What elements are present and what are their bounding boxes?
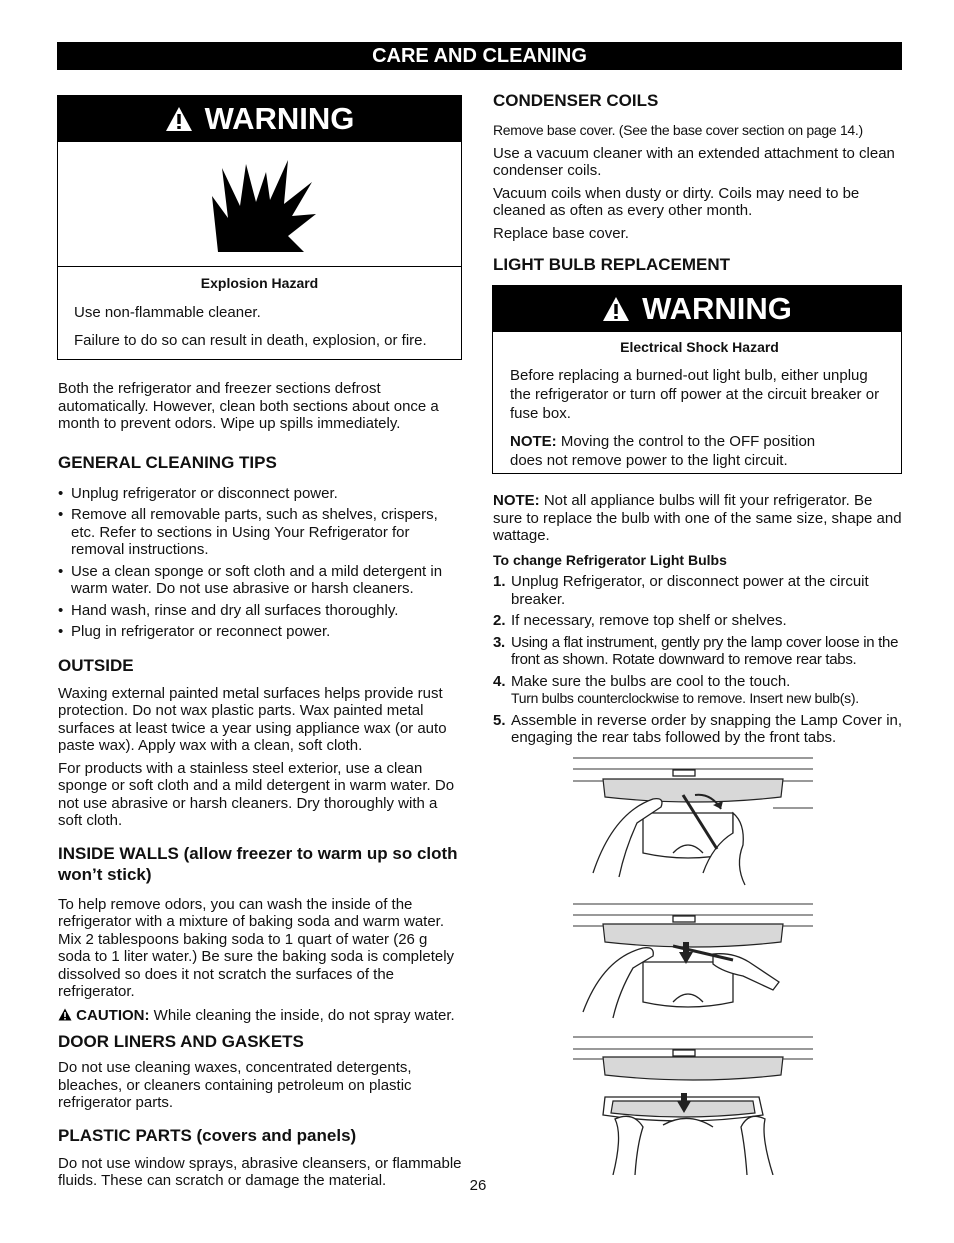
door-paragraph: Do not use cleaning waxes, concentrated detergents, bleaches, or cleaners containing petroleum on plastic refrigerator parts. [58, 1059, 412, 1111]
change-bulbs-heading: To change Refrigerator Light Bulbs [493, 551, 727, 568]
condenser-paragraph-3: Vacuum coils when dusty or dirty. Coils may need to be cleaned as often as every other month. [493, 184, 860, 219]
step-text: Unplug Refrigerator, or disconnect power at the circuit breaker. [511, 573, 869, 608]
step-number: 1. [493, 573, 506, 590]
list-item: • Unplug refrigerator or disconnect power. [58, 485, 464, 503]
list-item: • Hand wash, rinse and dry all surfaces thoroughly. [58, 602, 464, 620]
step-item [493, 673, 903, 708]
list-item: • Remove all removable parts, such as shelves, crispers, etc. Refer to sections in Using Your Refrigerator for removal instructions. [58, 506, 464, 559]
caution-line [58, 1007, 464, 1025]
plastic-paragraph: Do not use window sprays, abrasive cleansers, or flammable fluids. These can scratch or damage the material. [58, 1154, 462, 1189]
right-column-bottom [493, 492, 903, 751]
note-label: NOTE: [493, 492, 540, 509]
shock-note [510, 432, 840, 470]
step-number: 2. [493, 612, 506, 629]
condenser-paragraph-4: Replace base cover. [493, 224, 629, 242]
explosion-icon [208, 156, 318, 256]
step-text: If necessary, remove top shelf or shelves. [511, 612, 787, 629]
note-label: NOTE: [510, 432, 557, 450]
bulb-steps [493, 573, 903, 747]
step-item [493, 634, 903, 669]
right-column-top [493, 90, 903, 275]
step-item [493, 612, 903, 630]
warning-line-2: Failure to do so can result in death, explosion, or fire. [74, 332, 427, 349]
caution-triangle-icon [58, 1008, 72, 1021]
warning-header [493, 286, 901, 332]
step-number: 3. [493, 633, 505, 651]
step-text: Make sure the bulbs are cool to the touch. [511, 672, 791, 690]
caution-text: While cleaning the inside, do not spray water. [153, 1006, 455, 1024]
general-tips-heading: GENERAL CLEANING TIPS [58, 452, 277, 472]
shock-warning-box [492, 285, 902, 474]
condenser-paragraph-2: Use a vacuum cleaner with an extended attachment to clean condenser coils. [493, 144, 895, 179]
explosion-image-area [58, 142, 461, 267]
lamp-cover-illustration-2 [573, 902, 813, 1022]
step-text: Using a flat instrument, gently pry the lamp cover loose in the front as shown. Rotate downward to remove rear tabs. [511, 633, 899, 668]
warning-triangle-icon [165, 106, 193, 132]
step-text: Assemble in reverse order by snapping the Lamp Cover in, engaging the rear tabs followed by the front tabs. [511, 711, 903, 746]
warning-line-1: Use non-flammable cleaner. [74, 303, 261, 321]
step-item [493, 712, 903, 747]
list-item: • Use a clean sponge or soft cloth and a mild detergent in warm water. Do not use abrasive or harsh cleaners. [58, 563, 464, 598]
note-text: Moving the control to the OFF position does not remove power to the light circuit. [510, 432, 816, 469]
warning-triangle-icon [602, 296, 630, 322]
light-bulb-heading: LIGHT BULB REPLACEMENT [493, 255, 731, 274]
note-text: Not all appliance bulbs will fit your refrigerator. Be sure to replace the bulb with one of the same size, shape and wattage. [493, 492, 902, 544]
list-item: • Plug in refrigerator or reconnect power. [58, 623, 464, 641]
hazard-title: Electrical Shock Hazard [620, 339, 779, 355]
lamp-cover-illustration-3 [573, 1035, 813, 1175]
page-number: 26 [469, 1177, 487, 1194]
bulb-note [493, 492, 903, 545]
caution-label: CAUTION: [76, 1006, 150, 1024]
outside-paragraph-1: Waxing external painted metal surfaces helps provide rust protection. Do not wax plastic parts. Wax painted metal surfaces at least twice a year using appliance wax (or auto paste wax). Apply wax with a clean, soft cloth. [58, 684, 447, 754]
lamp-cover-illustration-1 [573, 753, 813, 888]
step-subtext: Turn bulbs counterclockwise to remove. Insert new bulb(s). [511, 690, 859, 706]
step-item [493, 573, 903, 608]
warning-header [58, 96, 461, 142]
general-tips-list [58, 485, 464, 641]
warning-title: WARNING [642, 291, 792, 326]
outside-paragraph-2: For products with a stainless steel exterior, use a clean sponge or soft cloth and a mild detergent in warm water. Do not use abrasive or harsh cleaners. Dry thoroughly with a soft cloth. [58, 759, 455, 829]
warning-text-area [493, 339, 901, 470]
door-liners-heading: DOOR LINERS AND GASKETS [58, 1032, 304, 1051]
inside-paragraph: To help remove odors, you can wash the inside of the refrigerator with a mixture of baking soda and warm water. Mix 2 tablespoons baking soda to 1 quart of water (26 g soda to 1 liter water.) Be sure the baking soda is completely dissolved so does it not scratch the surfaces of the refrigerator. [58, 895, 455, 1000]
step-number: 4. [493, 672, 506, 690]
inside-walls-heading: INSIDE WALLS (allow freezer to warm up so cloth won’t stick) [58, 843, 458, 884]
left-column [58, 380, 464, 1190]
hazard-title: Explosion Hazard [200, 275, 319, 291]
warning-title: WARNING [204, 101, 355, 136]
intro-paragraph: Both the refrigerator and freezer sections defrost automatically. However, clean both sections about once a month to prevent odors. Wipe up spills immediately. [58, 380, 439, 432]
explosion-warning-box [57, 95, 462, 360]
shock-paragraph: Before replacing a burned-out light bulb, either unplug the refrigerator or turn off power at the circuit breaker or fuse box. [510, 366, 880, 422]
condenser-heading: CONDENSER COILS [493, 91, 659, 110]
section-banner: CARE AND CLEANING [57, 42, 902, 70]
step-number: 5. [493, 711, 506, 729]
outside-heading: OUTSIDE [58, 655, 134, 675]
warning-text-area [58, 275, 461, 350]
condenser-paragraph-1: Remove base cover. (See the base cover section on page 14.) [493, 122, 863, 138]
plastic-parts-heading: PLASTIC PARTS (covers and panels) [58, 1125, 357, 1145]
